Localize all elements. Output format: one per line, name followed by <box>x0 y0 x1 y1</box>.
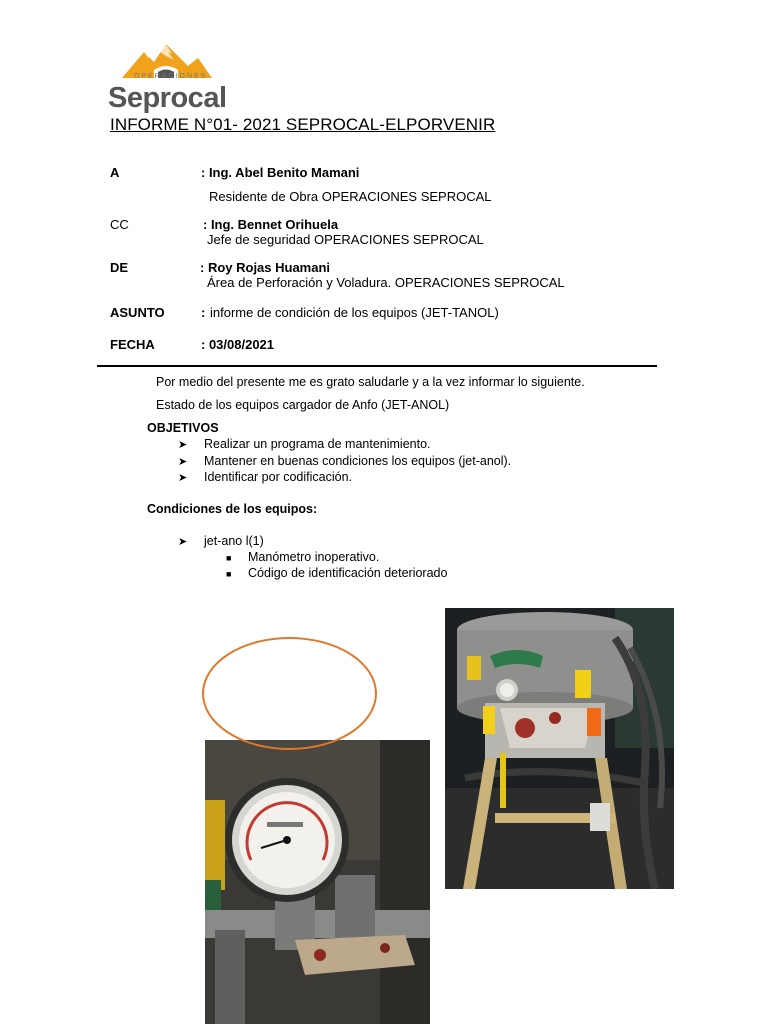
status-paragraph: Estado de los equipos cargador de Anfo (JET-ANOL) <box>156 398 450 412</box>
from-role: Área de Perforación y Voladura. OPERACIONES SEPROCAL <box>207 275 565 290</box>
seprocal-logo <box>108 42 232 114</box>
objective-text: Realizar un programa de mantenimiento. <box>204 437 431 451</box>
from-value: : Roy Rojas Huamani <box>200 260 331 275</box>
arrow-bullet-icon: ➤ <box>178 439 188 451</box>
logo-subtitle: OPERACIONES <box>134 73 208 80</box>
cc-label: CC <box>110 217 129 232</box>
equipment-name: jet-ano l(1) <box>204 534 264 548</box>
subject-label: ASUNTO <box>110 305 165 320</box>
subject-value: informe de condición de los equipos (JET-TANOL) <box>210 305 499 320</box>
from-label: DE <box>110 260 129 275</box>
date-value: : 03/08/2021 <box>201 337 275 352</box>
list-item <box>226 550 379 564</box>
intro-paragraph: Por medio del presente me es grato saludarle y a la vez informar lo siguiente. <box>156 375 585 389</box>
gauge-photo <box>205 740 430 1024</box>
arrow-bullet-icon: ➤ <box>178 536 188 548</box>
arrow-bullet-icon: ➤ <box>178 456 188 468</box>
to-role: Residente de Obra OPERACIONES SEPROCAL <box>209 189 492 204</box>
objective-text: Identificar por codificación. <box>204 470 352 484</box>
to-value: : Ing. Abel Benito Mamani <box>201 165 360 180</box>
to-label: A <box>110 165 120 180</box>
square-bullet-icon: ■ <box>226 569 232 579</box>
equipment-photo-image <box>445 608 674 889</box>
cc-value: : Ing. Bennet Orihuela <box>203 217 339 232</box>
conditions-heading: Condiciones de los equipos: <box>147 502 318 516</box>
list-item <box>178 454 511 468</box>
header-divider <box>97 365 657 367</box>
condition-text: Manómetro inoperativo. <box>248 550 380 564</box>
list-item <box>178 470 352 484</box>
list-item <box>178 437 431 451</box>
report-title: INFORME N°01- 2021 SEPROCAL-ELPORVENIR <box>110 115 496 134</box>
arrow-bullet-icon: ➤ <box>178 472 188 484</box>
list-item <box>178 534 264 548</box>
objectives-heading: OBJETIVOS <box>147 421 219 435</box>
list-item <box>226 566 447 580</box>
gauge-photo-image <box>205 740 430 1024</box>
date-label: FECHA <box>110 337 155 352</box>
cc-role: Jefe de seguridad OPERACIONES SEPROCAL <box>207 232 484 247</box>
subject-colon: : <box>201 305 206 320</box>
highlight-oval <box>202 637 377 750</box>
objective-text: Mantener en buenas condiciones los equipos (jet-anol). <box>204 454 512 468</box>
square-bullet-icon: ■ <box>226 553 232 563</box>
equipment-photo <box>445 608 674 889</box>
condition-text: Código de identificación deteriorado <box>248 566 448 580</box>
logo-wordmark: Seprocal <box>108 82 227 114</box>
